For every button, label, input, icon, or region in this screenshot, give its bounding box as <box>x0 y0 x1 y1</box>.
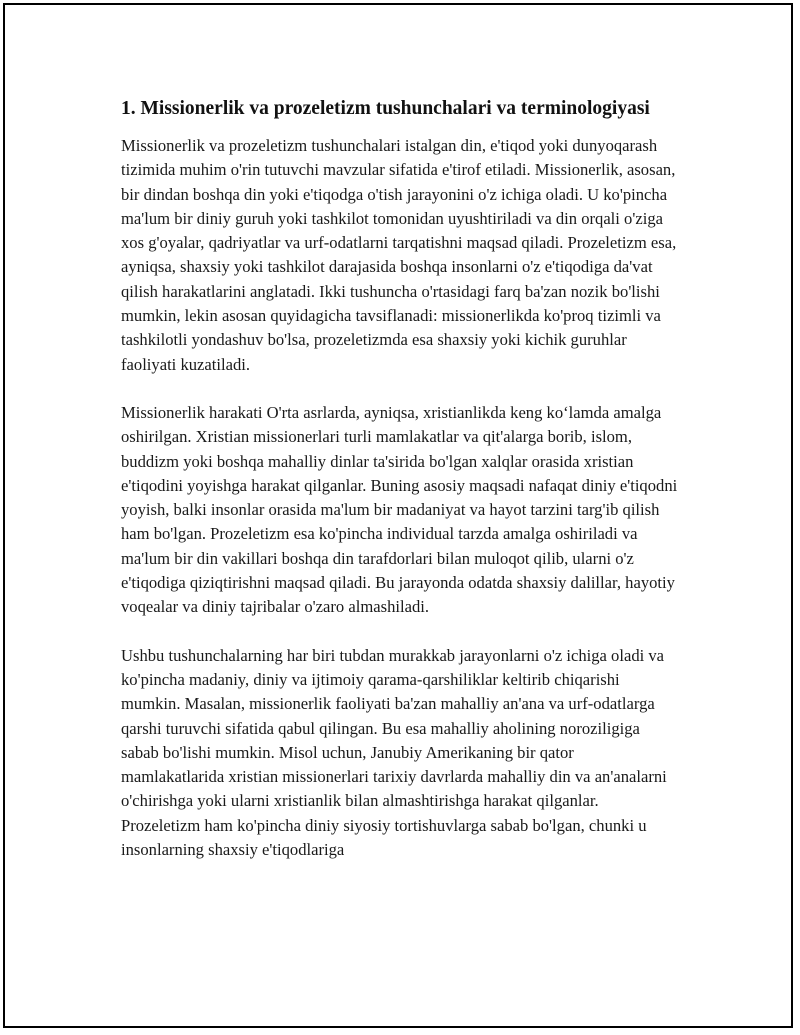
paragraph-2: Missionerlik harakati O'rta asrlarda, ayniqsa, xristianlikda keng ko‘lamda amalga oshirilgan. Xristian missionerlari turli mamlakatlar va qit'alarga borib, islom, buddizm yoki boshqa mahalliy dinlar ta'sirida bo'lgan xalqlar orasida xristian e'tiqodini yoyishga harakat qilganlar. Buning asosiy maqsadi nafaqat diniy e'tiqodni yoyish, balki insonlar orasida ma'lum bir madaniyat va hayot tarzini targ'ib qilish ham bo'lgan. Prozeletizm esa ko'pincha individual tarzda amalga oshiriladi va ma'lum bir din vakillari boshqa din tarafdorlari bilan muloqot qilib, ularni o'z e'tiqodiga qiziqtirishni maqsad qiladi. Bu jarayonda odatda shaxsiy dalillar, hayotiy voqealar va diniy tajribalar o'zaro almashiladi. <box>121 402 678 617</box>
document-body <box>121 96 681 886</box>
section-heading: 1. Missionerlik va prozeletizm tushunchalari va terminologiyasi <box>121 98 650 119</box>
paragraph-3: Ushbu tushunchalarning har biri tubdan murakkab jarayonlarni o'z ichiga oladi va ko'pincha madaniy, diniy va ijtimoiy qarama-qarshiliklar keltirib chiqarishi mumkin. Masalan, missionerlik faoliyati ba'zan mahalliy an'ana va urf-odatlarga qarshi turuvchi sifatida qabul qilingan. Bu esa mahalliy aholining noroziligiga sabab bo'lishi mumkin. Misol uchun, Janubiy Amerikaning bir qator mamlakatlarida xristian missionerlari tarixiy davrlarda mahalliy din va an'analarni o'chirishga yoki ularni xristianlik bilan almashtirishga harakat qilganlar. Prozeletizm ham ko'pincha diniy siyosiy tortishuvlarga sabab bo'lgan, chunki u insonlarning shaxsiy e'tiqodlariga <box>121 645 667 860</box>
paragraph-1: Missionerlik va prozeletizm tushunchalari istalgan din, e'tiqod yoki dunyoqarash tizimida muhim o'rin tutuvchi mavzular sifatida e'tirof etiladi. Missionerlik, asosan, bir dindan boshqa din yoki e'tiqodga o'tish jarayonini o'z ichiga oladi. U ko'pincha ma'lum bir diniy guruh yoki tashkilot tomonidan uyushtiriladi va din orqali o'ziga xos g'oyalar, qadriyatlar va urf-odatlarni tarqatishni maqsad qiladi. Prozeletizm esa, ayniqsa, shaxsiy yoki tashkilot darajasida boshqa insonlarni o'z e'tiqodiga da'vat qilish harakatlarini anglatadi. Ikki tushuncha o'rtasidagi farq ba'zan nozik bo'lishi mumkin, lekin asosan quyidagicha tavsiflanadi: missionerlikda ko'proq tizimli va tashkilotli yondashuv bo'lsa, prozeletizmda esa shaxsiy yoki kichik guruhlar faoliyati kuzatiladi. <box>121 136 677 374</box>
document-page <box>3 3 793 1028</box>
